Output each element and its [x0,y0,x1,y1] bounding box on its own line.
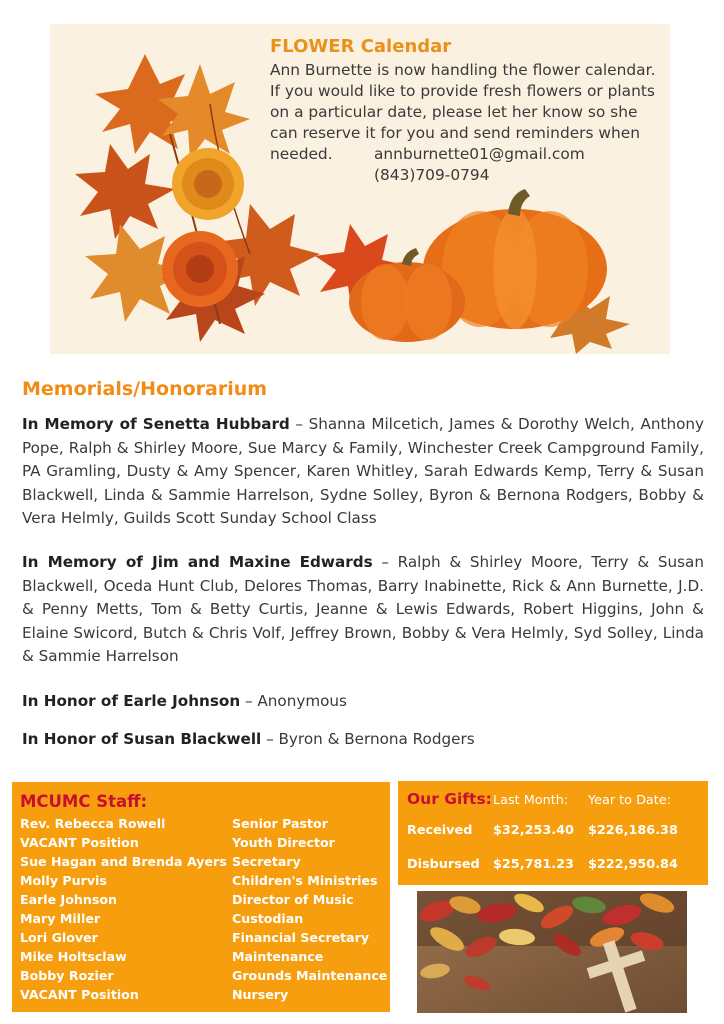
staff-name: Bobby Rozier [20,968,114,983]
staff-name: Earle Johnson [20,892,117,907]
staff-role: Nursery [232,987,289,1002]
memorial-entry [22,413,704,531]
received-year-to-date: $226,186.38 [588,823,678,838]
memorial-donors: – Shanna Milcetich, James & Dorothy Welch, Anthony Pope, Ralph & Shirley Moore, Sue Marcy & Family, Winchester Creek Campground Family, PA Gramling, Dusty & Amy Spencer, Karen Whitley, Sarah Edwards Kemp, Terry & Susan Blackwell, Linda & Sammie Harrelson, Sydne Solley, Byron & Bernona Rodgers, Bobby & Vera Helmly, Guilds Scott Sunday School Class [22,415,704,527]
staff-role: Youth Director [232,835,335,850]
flower-calendar-text [270,36,665,186]
staff-name: Molly Purvis [20,873,107,888]
honor-heading: In Honor of Earle Johnson [22,692,241,710]
honor-donors: – Anonymous [240,692,347,710]
staff-names-column [20,814,232,1004]
staff-role: Director of Music [232,892,354,907]
staff-role: Secretary [232,854,301,869]
memorials-title: Memorials/Honorarium [22,378,268,400]
honor-donors: – Byron & Bernona Rodgers [261,730,475,748]
gifts-col-year-to-date: Year to Date: [588,793,671,808]
staff-name: VACANT Position [20,987,139,1002]
staff-role: Financial Secretary [232,930,370,945]
pumpkin-icon [349,189,607,342]
staff-role: Children's Ministries [232,873,378,888]
staff-name: Sue Hagan and Brenda Ayers [20,854,227,869]
needed-label: needed. [270,145,333,163]
disbursed-last-month: $25,781.23 [493,857,574,872]
honor-entry [22,728,704,752]
staff-title: MCUMC Staff: [20,792,148,811]
gifts-box [398,781,708,885]
cross-icon [417,891,687,1013]
staff-name: VACANT Position [20,835,139,850]
flower-calendar-box [50,24,670,354]
contact-email[interactable]: annburnette01@gmail.com [374,145,585,163]
staff-name: Mike Holtsclaw [20,949,127,964]
staff-name: Mary Miller [20,911,101,926]
disbursed-year-to-date: $222,950.84 [588,857,678,872]
staff-box [12,782,390,1012]
received-last-month: $32,253.40 [493,823,574,838]
memorial-entry [22,551,704,669]
received-label: Received [407,823,473,838]
memorial-heading: In Memory of Senetta Hubbard [22,415,290,433]
staff-name: Lori Glover [20,930,98,945]
honor-entry [22,690,704,714]
contact-email-line [270,144,665,165]
staff-role: Senior Pastor [232,816,328,831]
staff-role: Maintenance [232,949,324,964]
gifts-col-last-month: Last Month: [493,793,569,808]
memorial-donors: – Ralph & Shirley Moore, Terry & Susan Blackwell, Oceda Hunt Club, Delores Thomas, Barry Inabinette, Rick & Ann Burnette, J.D. & Penny Metts, Tom & Betty Curtis, Jeanne & Lewis Edwards, Robert Higgins, John & Elaine Swicord, Butch & Chris Volf, Jeffrey Brown, Bobby & Vera Helmly, Syd Solley, Linda & Sammie Harrelson [22,553,704,665]
memorial-heading: In Memory of Jim and Maxine Edwards [22,553,373,571]
disbursed-label: Disbursed [407,857,480,872]
flower-calendar-title: FLOWER Calendar [270,36,452,57]
staff-name: Rev. Rebecca Rowell [20,816,166,831]
contact-phone-line [270,165,665,186]
flower-calendar-body: Ann Burnette is now handling the flower calendar. If you would like to provide fresh flowers or plants on a particular date, please let her know so she can reserve it for you and send reminders when [270,61,656,142]
chrysanthemum-icon [162,148,244,307]
honor-heading: In Honor of Susan Blackwell [22,730,262,748]
staff-role: Custodian [232,911,304,926]
contact-phone: (843)709-0794 [374,166,490,184]
staff-role: Grounds Maintenance [232,968,388,983]
staff-roles-column [232,814,388,1004]
leaves-cross-photo [417,891,687,1013]
gifts-title: Our Gifts: [407,790,492,808]
